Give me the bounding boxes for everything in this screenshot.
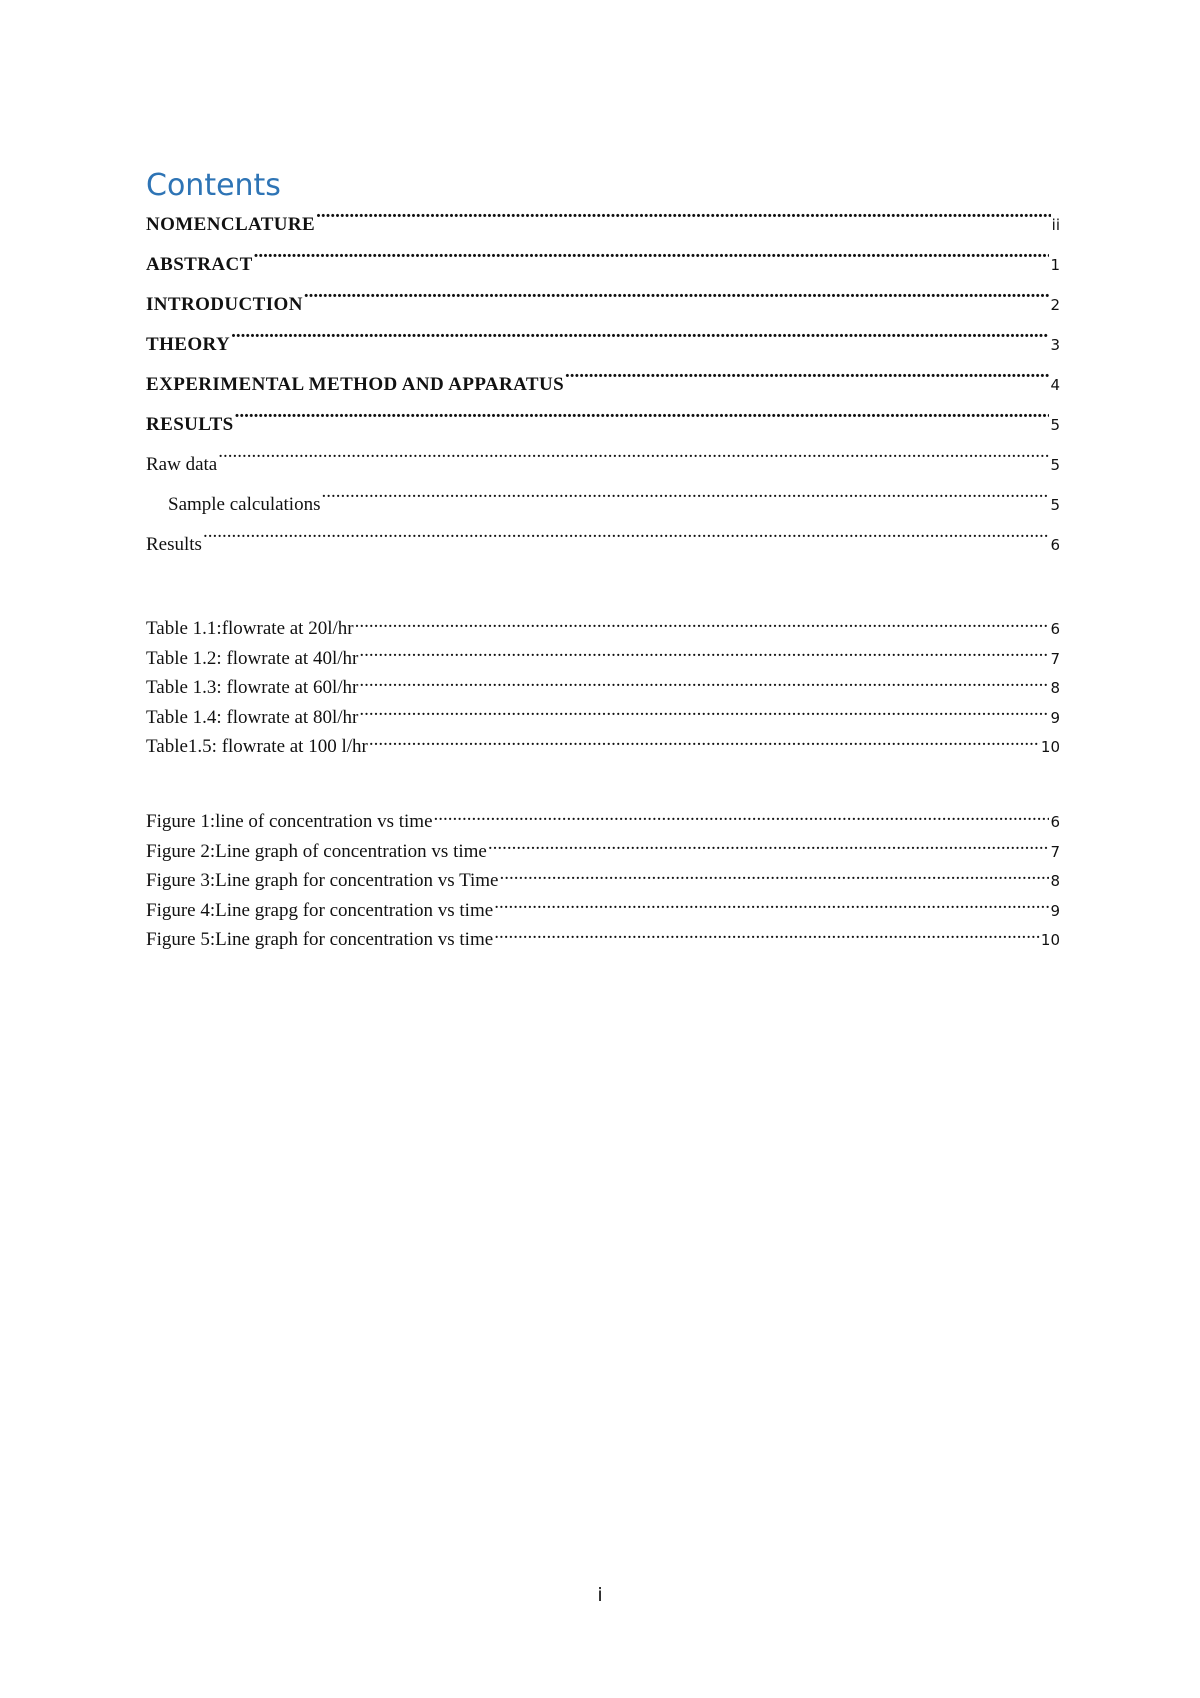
table-list-item[interactable] (146, 732, 1060, 762)
toc-entry-results-sub[interactable] (146, 525, 1060, 565)
table-list-item[interactable] (146, 703, 1060, 733)
dot-leader (494, 926, 1040, 945)
dot-leader (235, 411, 1050, 430)
dot-leader (488, 838, 1050, 857)
table-list-page: 9 (1050, 708, 1060, 727)
table-list-label: Table 1.1:flowrate at 20l/hr (146, 618, 354, 639)
table-list-item[interactable] (146, 644, 1060, 674)
toc-entry-label: ABSTRACT (146, 254, 253, 275)
figure-list-item[interactable] (146, 837, 1060, 867)
toc-entry-introduction[interactable] (146, 285, 1060, 325)
toc-entry-page: 3 (1050, 336, 1060, 354)
figure-list-item[interactable] (146, 896, 1060, 926)
table-list-item[interactable] (146, 673, 1060, 703)
table-list-page: 6 (1050, 620, 1060, 638)
figure-list-label: Figure 4:Line grapg for concentration vs time (146, 899, 494, 921)
figure-list-page: 10 (1040, 931, 1060, 949)
list-of-figures (146, 807, 1060, 955)
dot-leader (254, 251, 1050, 270)
dot-leader (304, 291, 1050, 310)
table-list-label: Table 1.4: flowrate at 80l/hr (146, 706, 359, 728)
figure-list-label: Figure 5:Line graph for concentration vs time (146, 929, 494, 950)
toc-entry-label: Results (146, 534, 202, 555)
toc-entry-page: 5 (1050, 496, 1060, 514)
toc-entry-page: 4 (1050, 376, 1060, 394)
toc-entry-page: 1 (1050, 256, 1060, 274)
toc-entry-page: 2 (1050, 296, 1060, 314)
toc-entry-results[interactable] (146, 405, 1060, 445)
dot-leader (565, 371, 1049, 390)
figure-list-page: 8 (1050, 872, 1060, 890)
figure-list-item[interactable] (146, 925, 1060, 955)
list-of-tables (146, 614, 1060, 762)
dot-leader (434, 808, 1050, 827)
figure-list-page: 9 (1050, 901, 1060, 920)
dot-leader (369, 733, 1040, 752)
table-list-page: 8 (1050, 679, 1060, 697)
dot-leader (316, 211, 1051, 230)
figure-list-page: 7 (1050, 842, 1060, 861)
toc-entry-sample-calculations[interactable] (146, 485, 1060, 525)
figure-list-label: Figure 1:line of concentration vs time (146, 811, 433, 832)
dot-leader (231, 331, 1049, 350)
dot-leader (359, 704, 1049, 723)
dot-leader (355, 615, 1050, 634)
dot-leader (218, 451, 1049, 470)
table-list-page: 7 (1050, 649, 1060, 668)
toc-entry-nomenclature[interactable] (146, 205, 1060, 245)
page-title: Contents (146, 168, 281, 203)
page-number: i (597, 1584, 603, 1606)
dot-leader (321, 491, 1049, 510)
dot-leader (359, 674, 1049, 693)
dot-leader (203, 531, 1050, 550)
toc-entry-label: THEORY (146, 334, 231, 355)
dot-leader (494, 897, 1049, 916)
table-list-page: 10 (1040, 738, 1060, 756)
dot-leader (500, 867, 1050, 886)
figure-list-label: Figure 2:Line graph of concentration vs time (146, 840, 487, 862)
toc-entry-label: Raw data (146, 454, 218, 475)
toc-entry-label: Sample calculations (168, 494, 321, 515)
toc-entry-label: INTRODUCTION (146, 294, 303, 315)
toc-entry-page: 5 (1050, 456, 1060, 474)
toc-entry-page: ii (1051, 216, 1060, 234)
table-list-label: Table1.5: flowrate at 100 l/hr (146, 736, 368, 757)
table-list-item[interactable] (146, 614, 1060, 644)
toc-entry-raw-data[interactable] (146, 445, 1060, 485)
toc-entry-theory[interactable] (146, 325, 1060, 365)
figure-list-item[interactable] (146, 807, 1060, 837)
toc-entry-label: NOMENCLATURE (146, 214, 316, 235)
toc-entry-experimental-method[interactable] (146, 365, 1060, 405)
toc-entry-label: EXPERIMENTAL METHOD AND APPARATUS (146, 374, 565, 395)
toc-entry-page: 6 (1050, 536, 1060, 554)
toc-entry-abstract[interactable] (146, 245, 1060, 285)
figure-list-label: Figure 3:Line graph for concentration vs Time (146, 870, 499, 891)
dot-leader (359, 645, 1049, 664)
toc-entry-label: RESULTS (146, 414, 234, 435)
table-of-contents (146, 205, 1060, 565)
figure-list-page: 6 (1050, 813, 1060, 831)
table-list-label: Table 1.3: flowrate at 60l/hr (146, 677, 359, 698)
table-list-label: Table 1.2: flowrate at 40l/hr (146, 647, 359, 669)
toc-entry-page: 5 (1050, 416, 1060, 434)
figure-list-item[interactable] (146, 866, 1060, 896)
